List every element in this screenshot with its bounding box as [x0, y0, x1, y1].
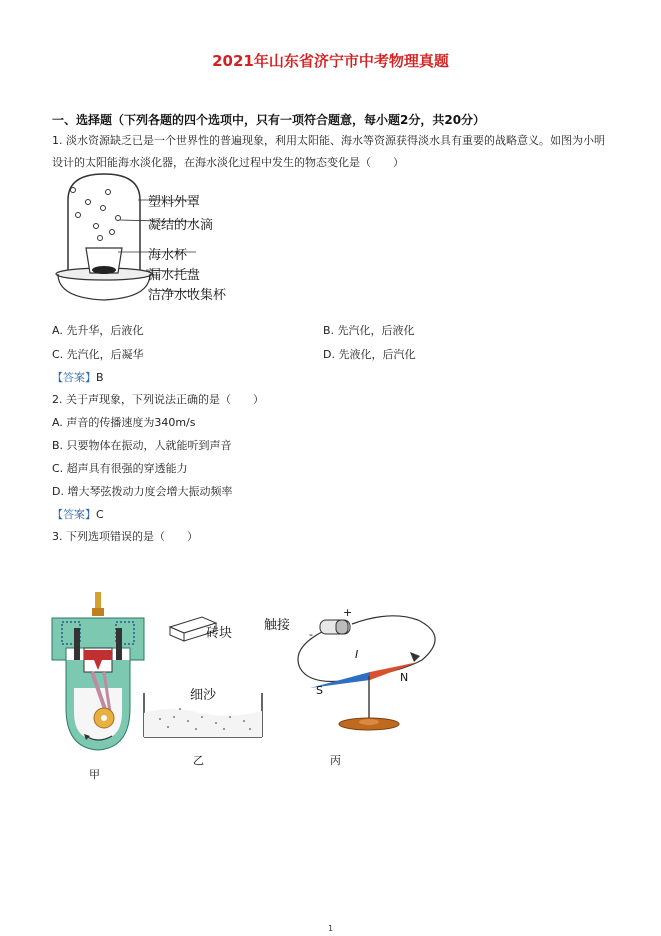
q2-stem: 2. 关于声现象，下列说法正确的是（ ） — [52, 393, 264, 406]
magnetic-needle-figure — [290, 606, 440, 746]
answer-value: B — [96, 371, 104, 384]
engine-figure — [48, 588, 148, 758]
label-seawater-cup: 海水杯 — [148, 248, 188, 263]
q2-option-a: A. 声音的传播速度为340m/s — [52, 416, 196, 429]
label-sand: 细沙 — [190, 688, 217, 703]
q1-stem-line2: 设计的太阳能海水淡化器，在海水淡化过程中发生的物态变化是（ ） — [52, 156, 404, 169]
label-plastic-cover: 塑料外罩 — [148, 195, 201, 210]
answer-tag: 【答案】 — [52, 508, 96, 521]
q1-option-c: C. 先汽化，后凝华 — [52, 348, 144, 361]
label-plus: + — [343, 606, 353, 619]
page-number: 1 — [327, 924, 334, 933]
label-leak-tray: 漏水托盘 — [148, 268, 201, 283]
label-minus: - — [309, 628, 313, 641]
q3-stem: 3. 下列选项错误的是（ ） — [52, 530, 198, 543]
answer-value: C — [96, 508, 104, 521]
q2-option-c: C. 超声具有很强的穿透能力 — [52, 462, 188, 475]
page-title: 2021年山东省济宁市中考物理真题 — [212, 52, 449, 70]
section-heading: 一、选择题（下列各题的四个选项中，只有一项符合题意，每小题2分，共20分） — [52, 113, 486, 127]
q1-option-d: D. 先液化，后汽化 — [323, 348, 416, 361]
q1-option-b: B. 先汽化，后液化 — [323, 324, 415, 337]
label-brick: 砖块 — [206, 626, 233, 641]
q2-option-d: D. 增大琴弦拨动力度会增大振动频率 — [52, 485, 233, 498]
caption-bing: 丙 — [330, 754, 341, 767]
label-touch: 触接 — [264, 618, 291, 633]
q1-stem-line1: 1. 淡水资源缺乏已是一个世界性的普遍现象，利用太阳能、海水等资源获得淡水具有重要的战略意义。如图为小明 — [52, 134, 605, 147]
q1-option-a: A. 先升华，后液化 — [52, 324, 144, 337]
label-condensed-drops: 凝结的水滴 — [148, 218, 214, 233]
label-north: N — [400, 671, 409, 684]
q2-answer — [52, 506, 104, 522]
label-south: S — [316, 684, 323, 697]
answer-tag: 【答案】 — [52, 371, 96, 384]
q2-option-b: B. 只要物体在振动，人就能听到声音 — [52, 439, 232, 452]
q1-answer — [52, 369, 104, 385]
brick-sand-figure — [140, 605, 270, 745]
solar-desalinator-figure — [48, 170, 160, 310]
label-current: I — [355, 648, 359, 661]
caption-jia: 甲 — [89, 768, 100, 781]
caption-yi: 乙 — [193, 754, 204, 767]
label-clean-water-cup: 洁净水收集杯 — [148, 288, 227, 303]
